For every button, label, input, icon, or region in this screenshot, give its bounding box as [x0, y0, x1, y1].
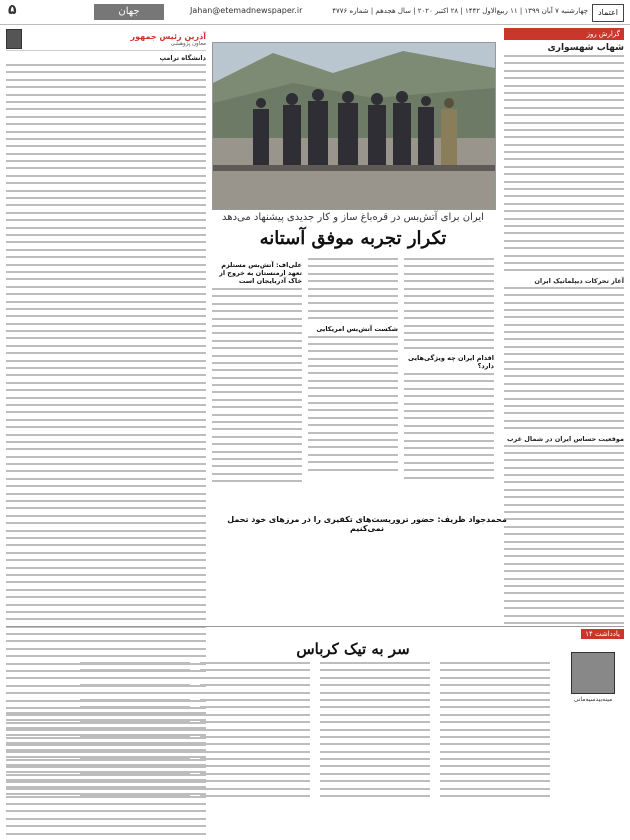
story-column: [308, 258, 398, 476]
lead-photo: [212, 42, 496, 210]
author-role: معاون پژوهشی: [170, 40, 206, 47]
article-text: [504, 287, 624, 429]
section-divider: [6, 626, 624, 627]
column-author-header: [6, 28, 206, 51]
author-photo: [571, 652, 615, 694]
author-name: مینه‌بیدسیه‌مانی: [573, 696, 613, 703]
bottom-headline: سر به تیک کرباس: [296, 640, 410, 658]
left-bottom-column: [6, 712, 206, 801]
subhead: علی‌اف: آتش‌بس مستلزم تعهد ارمنستان به خروج از خاک آذربایجان است: [219, 261, 302, 285]
story-column: [212, 258, 302, 488]
author-block: [131, 32, 206, 47]
article-text: [320, 662, 430, 802]
bottom-section-label: یادداشت ۱۴: [581, 629, 624, 639]
article-text: [200, 662, 310, 802]
officials-walking-photo: [213, 43, 495, 209]
masthead: [0, 0, 630, 25]
article-text: [504, 55, 624, 271]
lead-story-body: [212, 258, 494, 508]
article-text: [404, 373, 494, 478]
article-text: [404, 258, 494, 349]
article-text: [440, 662, 550, 802]
right-column: [504, 28, 624, 629]
issue-date: چهارشنبه ۷ آبان ۱۳۹۹ | ۱۱ ربیع‌الاول ۱۴۴۲ | ۲۸ اکتبر ۲۰۲۰ | سال هجدهم | شماره ۴۷۷۶: [332, 7, 588, 15]
article-text: [504, 445, 624, 624]
subhead: شکست آتش‌بس امریکایی: [316, 324, 398, 333]
article-text: [6, 712, 206, 795]
lead-headline: تکرار تجربه موفق آستانه: [259, 228, 447, 249]
section-name: جهان: [94, 4, 164, 20]
subhead: دانشگاه ترامپ: [159, 54, 206, 62]
newspaper-logo: اعتماد: [592, 4, 624, 22]
author-photo: [6, 29, 22, 49]
article-text: [212, 288, 302, 482]
section-email: Jahan@etemadnewspaper.ir: [190, 6, 303, 15]
article-text: [308, 258, 398, 319]
page-number: ۵: [8, 2, 17, 18]
lead-lede: ایران برای آتش‌بس در قره‌باغ ساز و کار جدیدی پیشنهاد می‌دهد: [222, 212, 484, 223]
subhead: موقعیت حساس ایران در شمال‌ غرب: [507, 434, 624, 443]
subhead: آغاز تحرکات دیپلماتیک ایران: [534, 276, 624, 285]
bottom-author: [568, 652, 618, 703]
column-author: شهاب شهسواری: [547, 43, 624, 53]
article-text: [308, 336, 398, 471]
quote-block: [212, 515, 522, 535]
author-name: آذرین رئیس جمهور: [130, 31, 206, 41]
quote-headline: محمدجواد ظریف: حضور تروریست‌های تکفیری را در مرزهای خود تحمل نمی‌کنیم: [227, 515, 507, 533]
column-label: گزارش روز: [504, 28, 624, 40]
subhead: اقدام ایران چه ویژگی‌هایی دارد؟: [408, 354, 494, 371]
story-column: [404, 258, 494, 484]
